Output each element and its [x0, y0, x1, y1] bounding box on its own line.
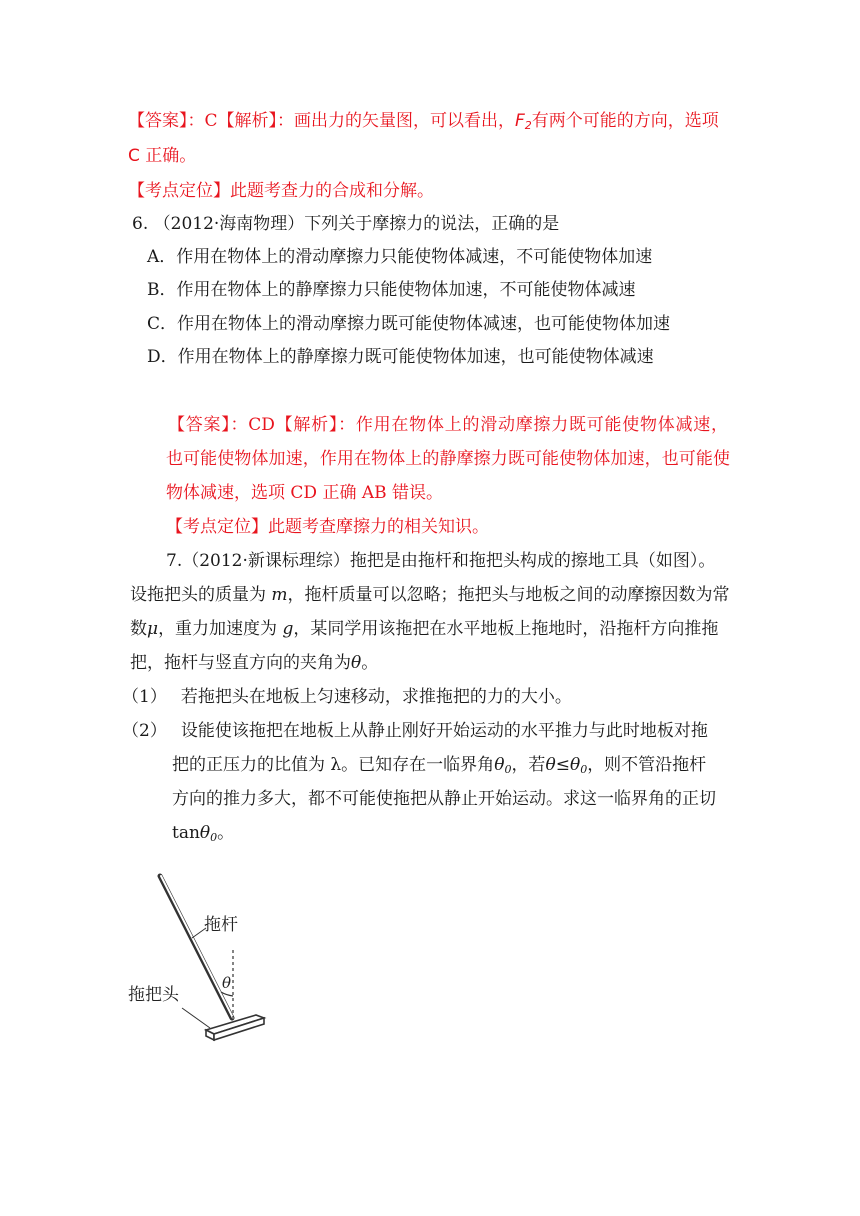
part1-text: 若拖把头在地板上匀速移动，求推拖把的力的大小。 — [180, 687, 572, 707]
gravity-symbol: g — [282, 619, 294, 639]
part2-text: 把的正压力的比值为 λ。已知存在一临界角 — [172, 755, 495, 775]
q7-part1 — [122, 686, 572, 708]
part2-text: 。 — [217, 823, 235, 843]
q6-answer-line1: 【答案】：CD【解析】：作用在物体上的滑动摩擦力既可能使物体减速， — [168, 415, 728, 435]
q7-text: 设拖把头的质量为 — [130, 585, 272, 605]
q7-text: ，某同学用该拖把在水平地板上拖地时，沿拖杆方向推拖 — [293, 619, 719, 639]
label-theta: θ — [222, 974, 232, 992]
label-rod: 拖杆 — [204, 915, 238, 935]
theta0-symbol: $\theta_0$ — [569, 755, 588, 776]
theta-symbol: θ — [351, 653, 362, 673]
q7-text: ，重力加速度为 — [158, 619, 283, 639]
q7-line1: 7.（2012·新课标理综）拖把是由拖杆和拖把头构成的擦地工具（如图）。 — [166, 551, 716, 571]
theta-symbol: θ — [545, 755, 556, 775]
part1-number: （1） — [122, 687, 167, 707]
part2-text: ，若 — [511, 755, 546, 775]
q7-line4 — [130, 652, 378, 674]
force-symbol: $F_2$ — [515, 111, 532, 132]
q7-part2-line1 — [122, 720, 708, 742]
theta0-symbol: $\theta_0$ — [199, 823, 218, 844]
label-head: 拖把头 — [128, 985, 179, 1005]
answer5-line1 — [128, 110, 719, 132]
mu-symbol: μ — [147, 619, 159, 639]
q6-option-c: C．作用在物体上的滑动摩擦力既可能使物体减速，也可能使物体加速 — [147, 314, 671, 334]
q6-stem: 6. （2012·海南物理）下列关于摩擦力的说法，正确的是 — [132, 214, 560, 234]
answer5-text-a: 【答案】：C【解析】：画出力的矢量图，可以看出， — [128, 111, 516, 131]
q6-option-a: A．作用在物体上的滑动摩擦力只能使物体减速，不可能使物体加速 — [147, 247, 653, 267]
q7-line3 — [130, 618, 718, 640]
q6-option-d: D．作用在物体上的静摩擦力既可能使物体加速，也可能使物体减速 — [147, 347, 654, 367]
q7-line2 — [130, 584, 730, 606]
q6-answer-line3: 物体减速，选项 CD 正确 AB 错误。 — [166, 483, 444, 503]
q6-kaodian: 【考点定位】此题考查摩擦力的相关知识。 — [166, 517, 489, 537]
answer5-line2: C 正确。 — [128, 146, 197, 166]
answer5-text-b: 有两个可能的方向，选项 — [531, 111, 719, 131]
q7-text: 。 — [361, 653, 379, 673]
part2-text: 设能使该拖把在地板上从静止刚好开始运动的水平推力与此时地板对拖 — [180, 721, 708, 741]
q7-text: 数 — [130, 619, 147, 639]
mass-symbol: m — [271, 585, 288, 605]
part2-text: ，则不管沿拖杆 — [587, 755, 707, 775]
q7-part2-line4 — [172, 822, 234, 844]
q7-part2-line3: 方向的推力多大，都不可能使拖把从静止开始运动。求这一临界角的正切 — [172, 789, 716, 809]
q7-text: 把，拖杆与竖直方向的夹角为 — [130, 653, 351, 673]
q7-part2-line2 — [172, 754, 706, 776]
le-symbol: ≤ — [555, 755, 570, 775]
q6-answer-line2: 也可能使物体加速，作用在物体上的静摩擦力既可能使物体加速，也可能使 — [166, 449, 730, 469]
part2-number: （2） — [122, 721, 167, 741]
mop-diagram — [128, 868, 278, 1048]
answer5-kaodian: 【考点定位】此题考查力的合成和分解。 — [128, 181, 434, 201]
q6-option-b: B．作用在物体上的静摩擦力只能使物体加速，不可能使物体减速 — [147, 280, 636, 300]
theta0-symbol: $\theta_0$ — [494, 755, 512, 776]
q7-text: ，拖杆质量可以忽略；拖把头与地板之间的动摩擦因数为常 — [287, 585, 730, 605]
tan-text: tan — [172, 823, 200, 843]
mop-figure — [128, 868, 278, 1048]
